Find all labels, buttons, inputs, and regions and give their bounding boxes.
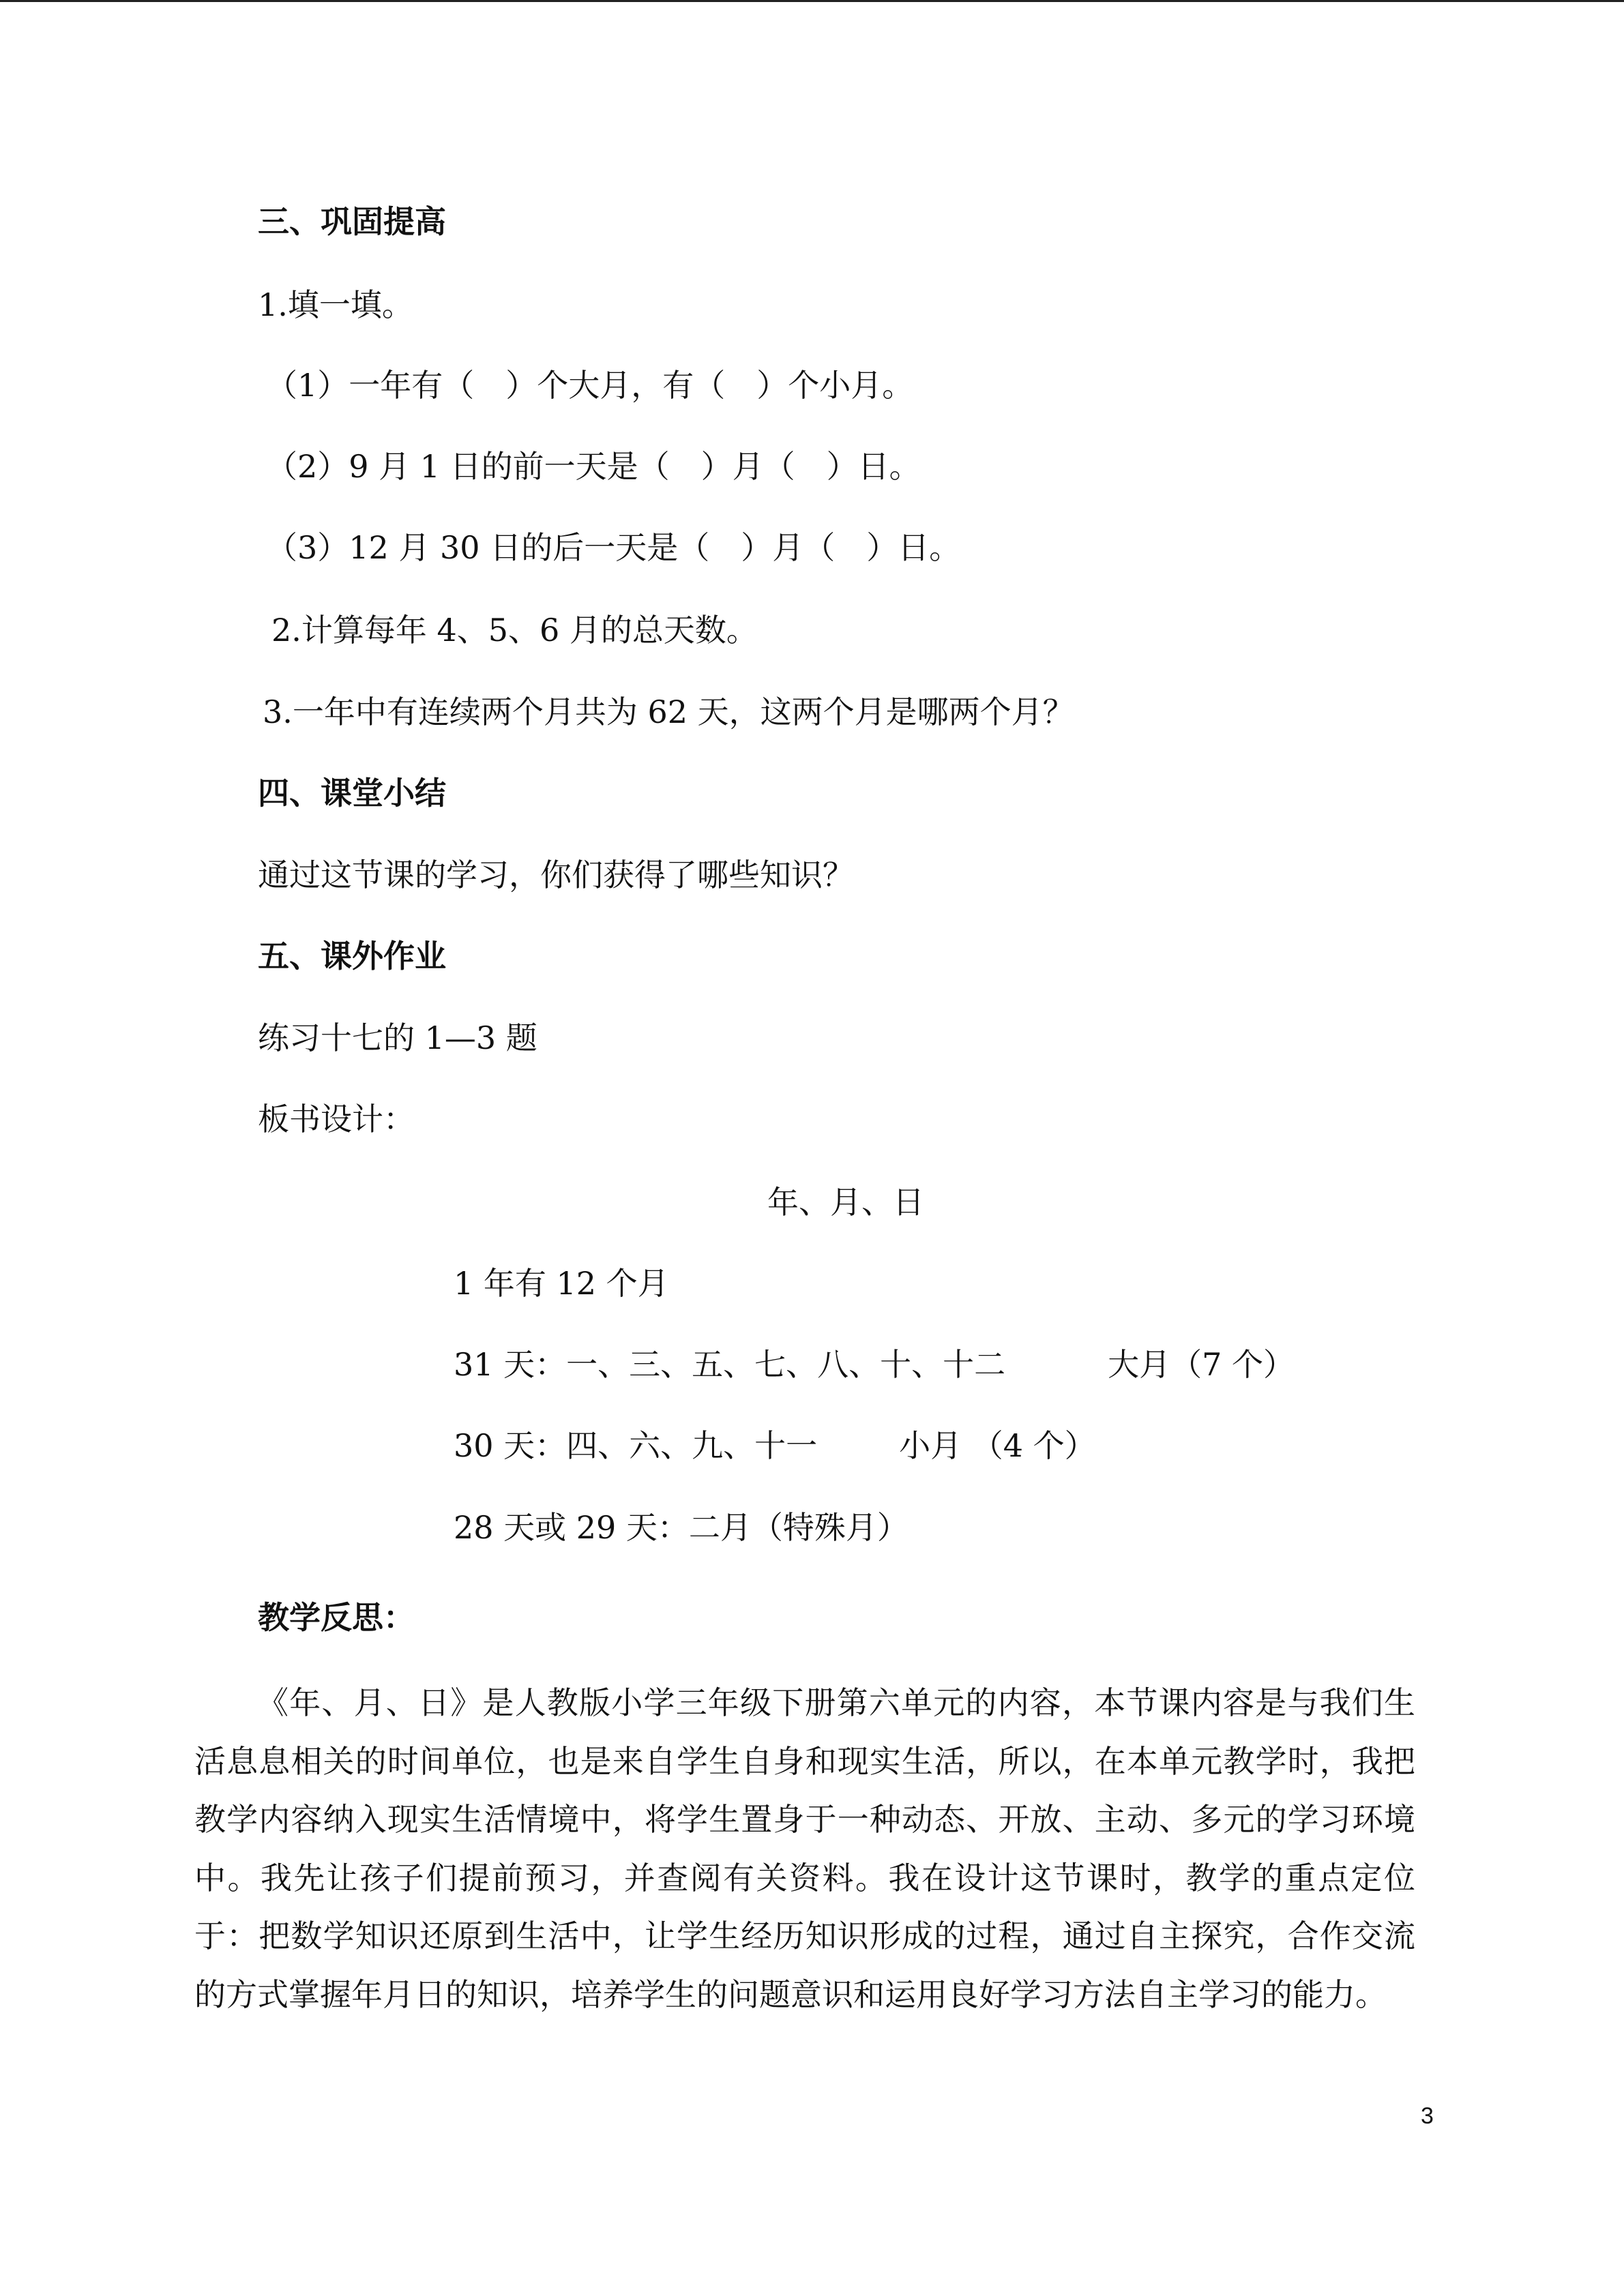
- top-border: [0, 0, 1624, 2]
- section-5-text: 练习十七的 1—3 题: [258, 1019, 537, 1056]
- question-1-1: （1）一年有（ ）个大月，有（ ）个小月。: [266, 367, 914, 404]
- board-line-4: 28 天或 29 天：二月（特殊月）: [454, 1509, 909, 1546]
- board-line-3-days: 30 天：四、六、九、十一: [454, 1427, 818, 1464]
- board-line-2-type: 大月（7 个）: [1108, 1346, 1295, 1383]
- board-line-3-type: 小月 （4 个）: [899, 1427, 1096, 1464]
- question-1-3: （3）12 月 30 日的后一天是（ ）月（ ）日。: [266, 529, 961, 566]
- section-3-title: 三、巩固提高: [258, 203, 446, 240]
- section-4-title: 四、课堂小结: [258, 775, 446, 811]
- reflection-paragraph: 《年、月、日》是人教版小学三年级下册第六单元的内容，本节课内容是与我们生活息息相关的时间单位，也是来自学生自身和现实生活，所以，在本单元教学时，我把教学内容纳入现实生活情境中，将学生置身于一种动态、开放、主动、多元的学习环境中。我先让孩子们提前预习，并查阅有关资料。我在设计这节课时，教学的重点定位于：把数学知识还原到生活中，让学生经历知识形成的过程，通过自主探究，合作交流的方式掌握年月日的知识，培养学生的问题意识和运用良好学习方法自主学习的能力。: [194, 1684, 1415, 2013]
- board-label: 板书设计：: [258, 1101, 415, 1137]
- question-1: 1.填一填。: [258, 286, 413, 323]
- board-title: 年、月、日: [767, 1184, 924, 1221]
- question-2: 2.计算每年 4、5、6 月的总天数。: [271, 612, 758, 648]
- question-1-2: （2）9 月 1 日的前一天是（ ）月（ ）日。: [266, 448, 921, 485]
- page-number: 3: [1421, 2103, 1434, 2129]
- board-line-3: [454, 1425, 1096, 1466]
- board-line-2: [454, 1344, 1295, 1385]
- section-4-text: 通过这节课的学习，你们获得了哪些知识？: [258, 856, 854, 893]
- section-5-title: 五、课外作业: [258, 938, 446, 974]
- reflection-title: 教学反思：: [258, 1599, 415, 1636]
- question-3: 3.一年中有连续两个月共为 62 天，这两个月是哪两个月？: [263, 694, 1074, 730]
- board-line-1: 1 年有 12 个月: [454, 1265, 669, 1302]
- board-line-2-days: 31 天：一、三、五、七、八、十、十二: [454, 1346, 1006, 1383]
